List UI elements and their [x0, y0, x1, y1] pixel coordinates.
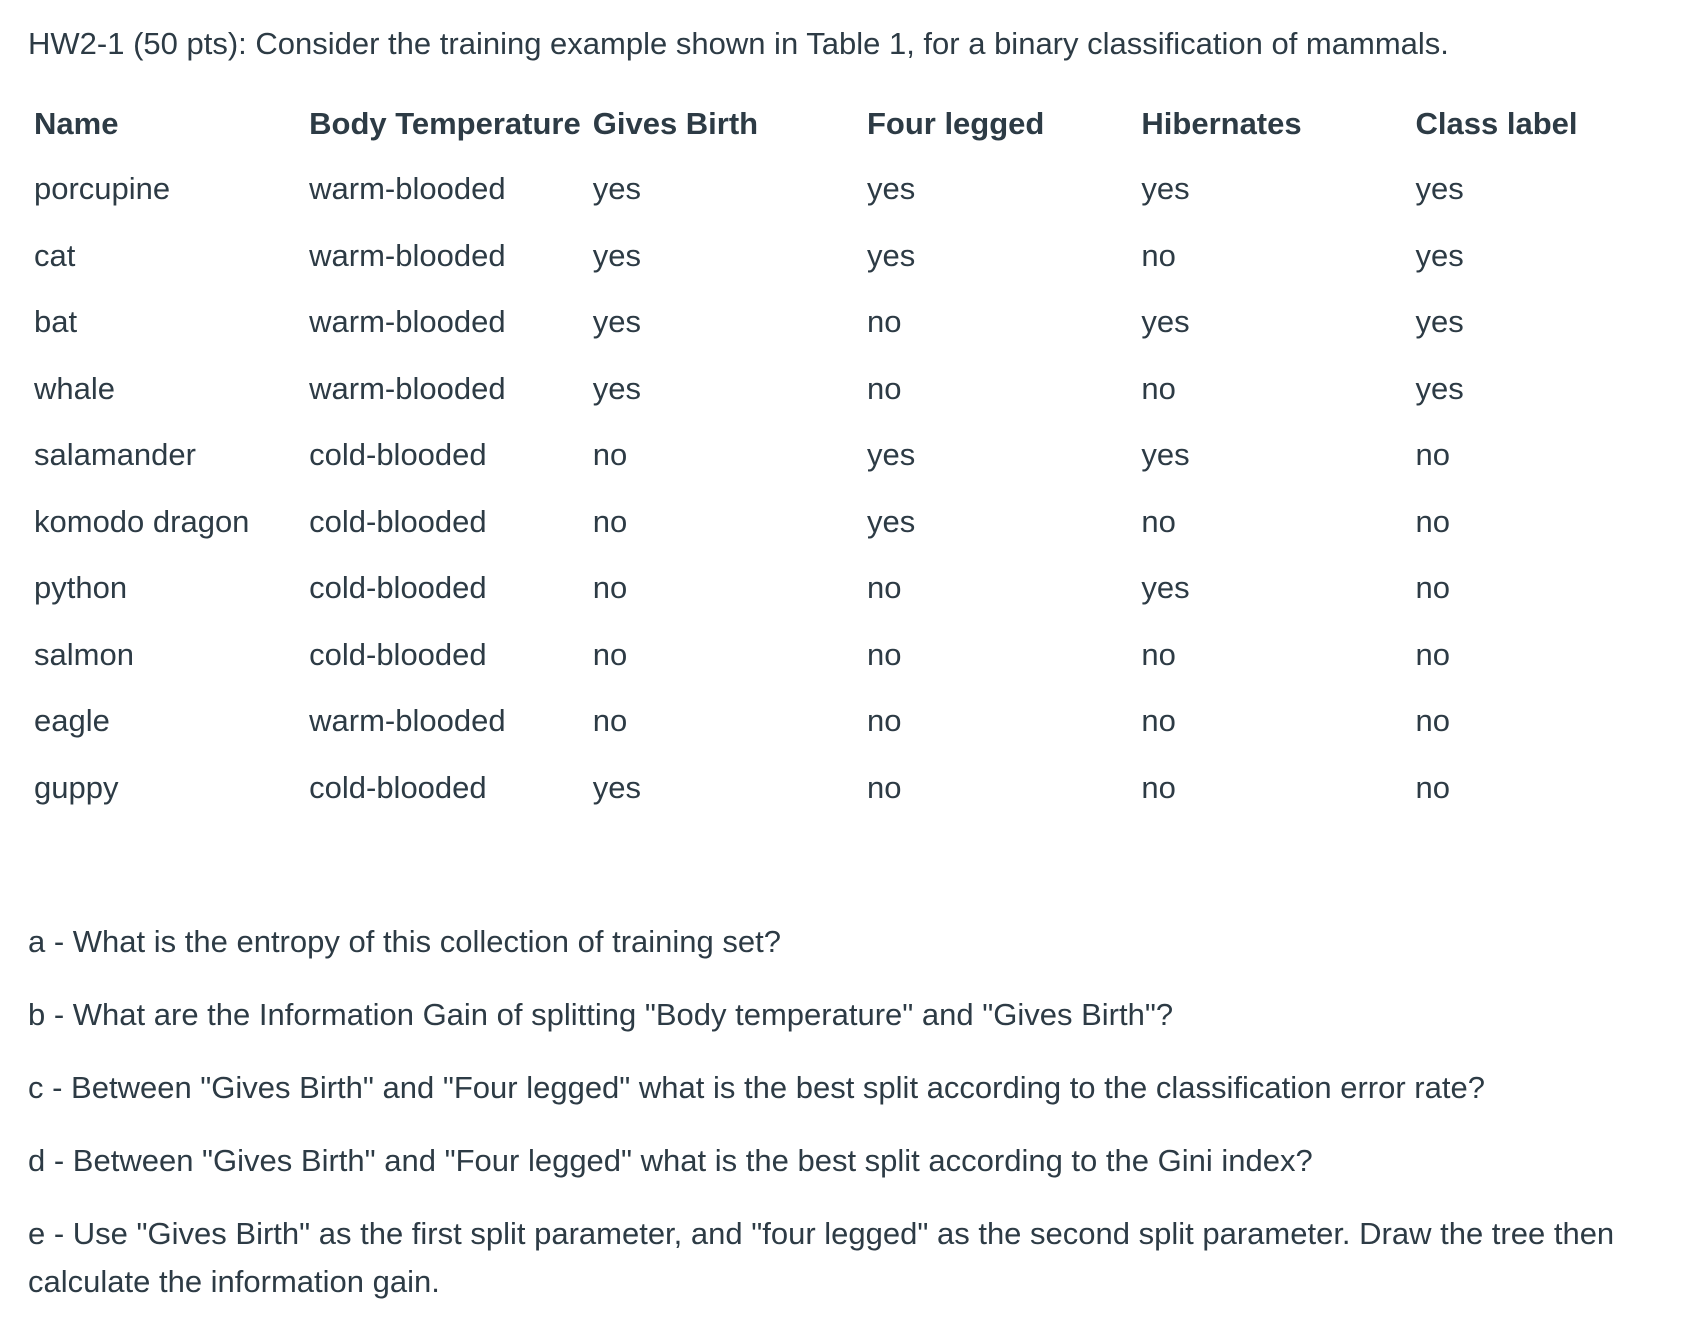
header-gives-birth: Gives Birth [592, 106, 759, 141]
cell-body-temperature: cold-blooded [309, 570, 487, 606]
cell-body-temperature: cold-blooded [309, 437, 487, 473]
cell-gives-birth: no [592, 570, 628, 606]
cell-class-label: no [1415, 636, 1450, 672]
table-row [28, 156, 1668, 223]
cell-body-temperature: warm-blooded [309, 304, 506, 340]
cell-four-legged: yes [866, 171, 916, 207]
table-row [28, 289, 1668, 356]
cell-hibernates: yes [1141, 304, 1190, 340]
cell-body-temperature: cold-blooded [309, 769, 487, 805]
training-data-table [28, 92, 1668, 821]
cell-name: cat [34, 237, 76, 273]
question-b: b - What are the Information Gain of splitting "Body temperature" and "Gives Birth"? [28, 997, 1174, 1032]
cell-gives-birth: no [592, 503, 628, 539]
table-row [28, 223, 1668, 290]
table-row [28, 622, 1668, 689]
cell-hibernates: no [1141, 636, 1176, 672]
table-row [28, 755, 1668, 822]
cell-four-legged: no [866, 769, 902, 805]
header-body-temperature: Body Temperature [309, 106, 581, 141]
cell-class-label: yes [1415, 370, 1464, 406]
table-row [28, 555, 1668, 622]
table-row [28, 688, 1668, 755]
cell-hibernates: no [1141, 370, 1176, 406]
cell-gives-birth: yes [592, 171, 641, 207]
table-row [28, 422, 1668, 489]
header-hibernates: Hibernates [1141, 106, 1302, 141]
question-c: c - Between "Gives Birth" and "Four legged" what is the best split according to the classification error rate? [28, 1070, 1485, 1105]
cell-hibernates: yes [1141, 570, 1190, 606]
question-list [28, 918, 1668, 1331]
cell-name: whale [34, 370, 115, 406]
cell-four-legged: no [866, 370, 902, 406]
table-header-row [28, 92, 1668, 156]
cell-four-legged: yes [866, 237, 916, 273]
cell-gives-birth: yes [592, 370, 641, 406]
cell-gives-birth: no [592, 437, 628, 473]
cell-four-legged: no [866, 636, 902, 672]
cell-class-label: yes [1415, 237, 1464, 273]
cell-body-temperature: cold-blooded [309, 636, 487, 672]
cell-four-legged: yes [866, 503, 916, 539]
cell-class-label: yes [1415, 171, 1464, 207]
cell-name: porcupine [34, 171, 171, 207]
cell-class-label: no [1415, 769, 1450, 805]
header-four-legged: Four legged [866, 106, 1045, 141]
cell-four-legged: no [866, 304, 902, 340]
cell-class-label: no [1415, 437, 1450, 473]
cell-hibernates: yes [1141, 437, 1190, 473]
cell-four-legged: no [866, 703, 902, 739]
cell-body-temperature: warm-blooded [309, 237, 506, 273]
cell-gives-birth: yes [592, 237, 641, 273]
cell-gives-birth: no [592, 636, 628, 672]
cell-class-label: yes [1415, 304, 1464, 340]
table-row [28, 489, 1668, 556]
cell-body-temperature: cold-blooded [309, 503, 487, 539]
cell-name: python [34, 570, 128, 606]
question-a: a - What is the entropy of this collection of training set? [28, 924, 781, 959]
cell-hibernates: no [1141, 237, 1176, 273]
cell-body-temperature: warm-blooded [309, 703, 506, 739]
cell-hibernates: no [1141, 769, 1176, 805]
assignment-heading: HW2-1 (50 pts): Consider the training example shown in Table 1, for a binary classification of mammals. [28, 26, 1449, 61]
header-class-label: Class label [1415, 106, 1578, 141]
cell-body-temperature: warm-blooded [309, 370, 506, 406]
cell-hibernates: no [1141, 503, 1176, 539]
cell-hibernates: no [1141, 703, 1176, 739]
cell-name: komodo dragon [34, 503, 250, 539]
cell-class-label: no [1415, 703, 1450, 739]
cell-four-legged: yes [866, 437, 916, 473]
question-e: e - Use "Gives Birth" as the first split parameter, and "four legged" as the second split parameter. Draw the tree then calculate the information gain. [28, 1216, 1615, 1299]
cell-body-temperature: warm-blooded [309, 171, 506, 207]
header-name: Name [34, 106, 119, 141]
cell-class-label: no [1415, 570, 1450, 606]
cell-name: salamander [34, 437, 196, 473]
cell-name: bat [34, 304, 78, 340]
cell-name: guppy [34, 769, 119, 805]
cell-gives-birth: yes [592, 304, 641, 340]
cell-hibernates: yes [1141, 171, 1190, 207]
cell-name: salmon [34, 636, 134, 672]
question-d: d - Between "Gives Birth" and "Four legged" what is the best split according to the Gini index? [28, 1143, 1313, 1178]
cell-gives-birth: yes [592, 769, 641, 805]
cell-four-legged: no [866, 570, 902, 606]
cell-class-label: no [1415, 503, 1450, 539]
cell-gives-birth: no [592, 703, 628, 739]
cell-name: eagle [34, 703, 110, 739]
table-row [28, 356, 1668, 423]
